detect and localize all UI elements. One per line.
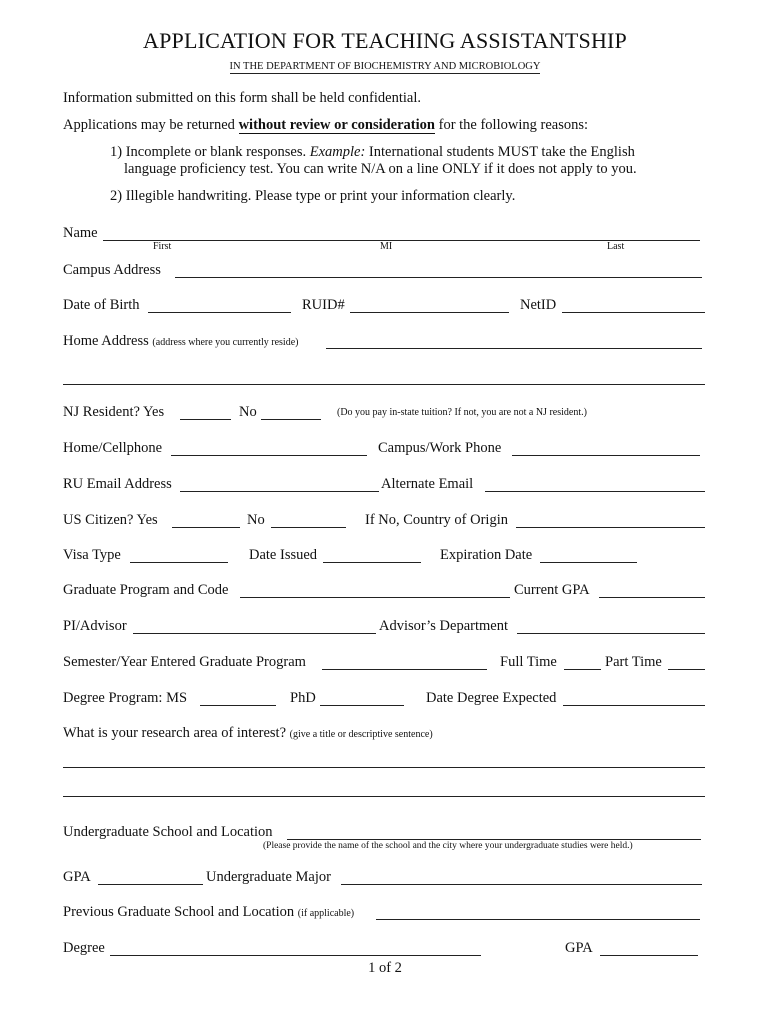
page-number: 1 of 2 <box>368 960 402 976</box>
mi-label: MI <box>380 241 393 252</box>
grad-program-label: Graduate Program and Code <box>63 582 229 598</box>
if-applicable-note: (if applicable) <box>297 908 355 919</box>
us-citizen-no-line[interactable] <box>271 527 346 528</box>
us-citizen-no-label: No <box>247 512 265 528</box>
research-line-1[interactable] <box>63 767 705 768</box>
campus-address-label: Campus Address <box>63 262 161 278</box>
ru-email-line[interactable] <box>180 491 379 492</box>
semester-label: Semester/Year Entered Graduate Program <box>63 654 306 670</box>
nj-yes-line[interactable] <box>180 419 231 420</box>
form-title: APPLICATION FOR TEACHING ASSISTANTSHIP <box>143 28 627 53</box>
pi-advisor-line[interactable] <box>133 633 376 634</box>
home-address-line-1[interactable] <box>326 348 702 349</box>
ruid-label: RUID# <box>302 297 345 313</box>
current-gpa-line[interactable] <box>599 597 705 598</box>
alt-email-line[interactable] <box>485 491 705 492</box>
prev-grad-label: Previous Graduate School and Location (if applicable) <box>63 904 355 920</box>
home-cell-line[interactable] <box>171 455 367 456</box>
nj-no-line[interactable] <box>261 419 321 420</box>
us-citizen-yes-line[interactable] <box>172 527 240 528</box>
nj-note: (Do you pay in-state tuition? If not, you are not a NJ resident.) <box>337 407 587 418</box>
nj-no-label: No <box>239 404 257 420</box>
date-issued-label: Date Issued <box>249 547 318 563</box>
subtitle-text: IN THE DEPARTMENT OF BIOCHEMISTRY AND MICROBIOLOGY <box>229 61 541 72</box>
undergrad-major-label: Undergraduate Major <box>206 869 331 885</box>
visa-type-line[interactable] <box>130 562 228 563</box>
degree-label: Degree <box>63 940 105 956</box>
undergrad-school-line[interactable] <box>287 839 701 840</box>
advisor-dept-line[interactable] <box>517 633 705 634</box>
reason-1: 1) Incomplete or blank responses. Example: International students MUST take the English <box>110 144 635 160</box>
alt-email-label: Alternate Email <box>381 476 474 492</box>
phd-label: PhD <box>290 690 316 706</box>
reason-2: 2) Illegible handwriting. Please type or print your information clearly. <box>110 188 516 204</box>
netid-line[interactable] <box>562 312 705 313</box>
visa-type-label: Visa Type <box>63 547 121 563</box>
campus-address-line[interactable] <box>175 277 702 278</box>
gpa-label: GPA <box>63 869 91 885</box>
date-issued-line[interactable] <box>323 562 421 563</box>
date-degree-label: Date Degree Expected <box>426 690 557 706</box>
home-address-label: Home Address (address where you currently reside) <box>63 333 299 349</box>
dob-line[interactable] <box>148 312 291 313</box>
country-origin-label: If No, Country of Origin <box>365 512 508 528</box>
last-label: Last <box>607 241 625 252</box>
campus-phone-label: Campus/Work Phone <box>378 440 502 456</box>
nj-resident-label: NJ Resident? Yes <box>63 404 165 420</box>
research-label: What is your research area of interest? (give a title or descriptive sentence) <box>63 725 433 741</box>
prev-grad-line[interactable] <box>376 919 700 920</box>
campus-phone-line[interactable] <box>512 455 700 456</box>
gpa-line[interactable] <box>98 884 203 885</box>
ru-email-label: RU Email Address <box>63 476 172 492</box>
home-address-line-2[interactable] <box>63 384 705 385</box>
degree-program-label: Degree Program: MS <box>63 690 188 706</box>
full-time-line[interactable] <box>564 669 601 670</box>
us-citizen-label: US Citizen? Yes <box>63 512 158 528</box>
grad-program-line[interactable] <box>240 597 510 598</box>
expiration-line[interactable] <box>540 562 637 563</box>
phd-line[interactable] <box>320 705 404 706</box>
date-degree-line[interactable] <box>563 705 705 706</box>
expiration-label: Expiration Date <box>440 547 533 563</box>
dob-label: Date of Birth <box>63 297 140 313</box>
netid-label: NetID <box>520 297 557 313</box>
research-note: (give a title or descriptive sentence) <box>289 729 433 740</box>
research-line-2[interactable] <box>63 796 705 797</box>
part-time-label: Part Time <box>605 654 662 670</box>
undergrad-major-line[interactable] <box>341 884 702 885</box>
return-note: Applications may be returned without review or consideration for the following reasons: <box>63 117 589 133</box>
ms-line[interactable] <box>200 705 276 706</box>
form-subtitle <box>0 57 770 74</box>
undergrad-school-label: Undergraduate School and Location <box>63 824 273 840</box>
home-address-note: (address where you currently reside) <box>152 337 299 348</box>
country-origin-line[interactable] <box>516 527 705 528</box>
name-label: Name <box>63 225 98 241</box>
undergrad-note: (Please provide the name of the school and the city where your undergraduate studies were held.) <box>263 841 633 851</box>
part-time-line[interactable] <box>668 669 705 670</box>
advisor-dept-label: Advisor’s Department <box>379 618 508 634</box>
ruid-line[interactable] <box>350 312 509 313</box>
gpa2-line[interactable] <box>600 955 698 956</box>
home-cell-label: Home/Cellphone <box>63 440 163 456</box>
return-note-emphasis: without review or consideration <box>238 117 435 133</box>
semester-line[interactable] <box>322 669 487 670</box>
full-time-label: Full Time <box>500 654 557 670</box>
pi-advisor-label: PI/Advisor <box>63 618 127 634</box>
current-gpa-label: Current GPA <box>514 582 590 598</box>
reason-1-cont: language proficiency test. You can write N/A on a line ONLY if it does not apply to you. <box>124 161 637 177</box>
first-label: First <box>153 241 172 252</box>
confidential-note: Information submitted on this form shall be held confidential. <box>63 90 421 106</box>
degree-line[interactable] <box>110 955 481 956</box>
gpa2-label: GPA <box>565 940 593 956</box>
